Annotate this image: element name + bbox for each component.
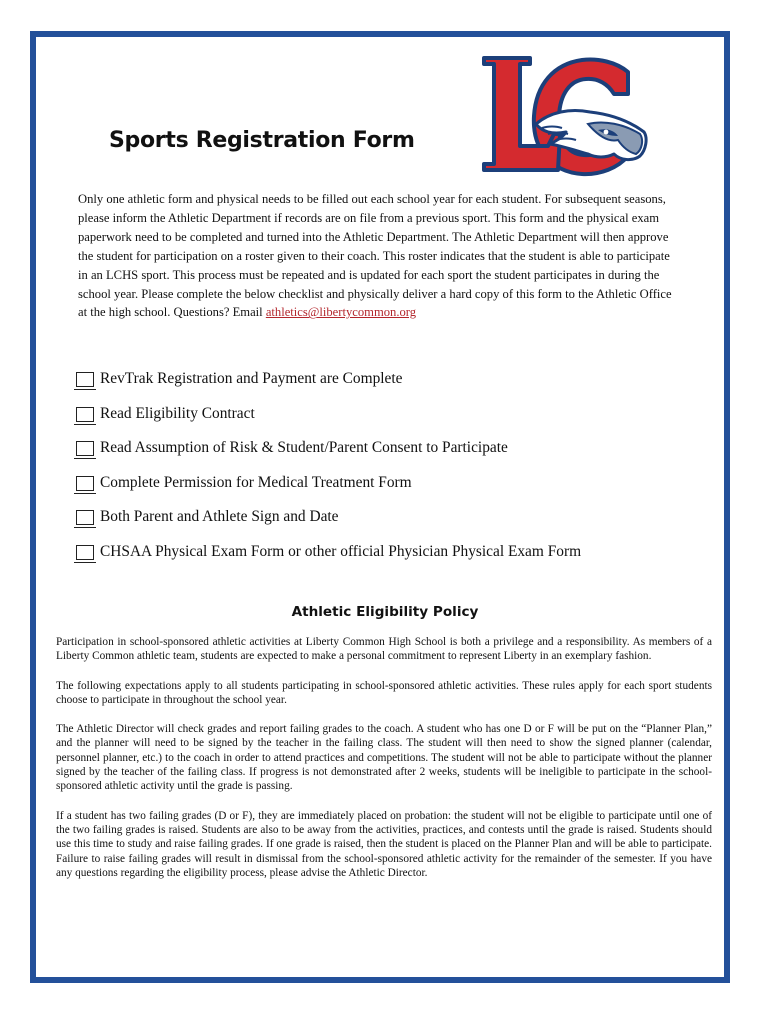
intro-paragraph — [78, 190, 678, 322]
checklist-item-revtrak — [76, 370, 676, 405]
checklist-item-sign-and-date — [76, 508, 676, 543]
checklist-item-label: Complete Permission for Medical Treatment Form — [100, 473, 412, 491]
checklist-item-assumption-of-risk — [76, 439, 676, 474]
checklist-item-label: Read Assumption of Risk & Student/Parent Consent to Participate — [100, 439, 508, 457]
policy-paragraph: If a student has two failing grades (D or F), they are immediately placed on probation: the student will not be eligible to participate until one of the two failing grades is raised. Students are also to be away from the activities, practices, and contests until the grade is raised. Students should use this time to study and raise failing grades. If one grade is raised, then the student is placed on the Planner Plan and will be able to participate. Failure to raise failing grades will result in dismissal from the school-sponsored athletic activity for the remainder of the semester. If you have any questions regarding the eligibility process, please advise the Athletic Director. — [56, 809, 712, 879]
policy-paragraph: The Athletic Director will check grades and report failing grades to the coach. A student who has one D or F will be put on the “Planner Plan,” and the planner will need to be signed by the teacher in the failing class. The student will then need to show the signed planner (calendar, personnel planner, etc.) to the coach in order to attend practices and competitions. The student will not be able to participate without the planner signed by the teacher of the failing class. If progress is not demonstrated after 2 weeks, students will be ineligible to participate in the school-sponsored athletic activity until the grade is passing. — [56, 723, 712, 793]
checklist-item-eligibility-contract — [76, 405, 676, 440]
checkbox[interactable] — [76, 441, 94, 456]
school-logo-lc-eagle — [478, 54, 650, 178]
athletics-email-link[interactable]: athletics@libertycommon.org — [265, 305, 417, 320]
checkbox[interactable] — [76, 407, 94, 422]
checkbox[interactable] — [76, 510, 94, 525]
policy-heading: Athletic Eligibility Policy — [291, 604, 479, 620]
form-title: Sports Registration Form — [109, 128, 415, 153]
checklist-item-label: RevTrak Registration and Payment are Complete — [100, 370, 403, 387]
policy-paragraph: Participation in school-sponsored athletic activities at Liberty Common High School is both a privilege and a responsibility. As members of a Liberty Common athletic team, students are expected to make a personal commitment to represent Liberty in an exemplary fashion. — [56, 636, 712, 663]
checklist-item-label: Read Eligibility Contract — [100, 404, 255, 422]
policy-body — [56, 635, 712, 895]
policy-paragraph: The following expectations apply to all students participating in school-sponsored athletic activities. These rules apply for each sport students choose to participate in throughout the school year. — [56, 679, 712, 706]
checkbox[interactable] — [76, 476, 94, 491]
intro-text: Only one athletic form and physical needs to be filled out each school year for each student. For subsequent seasons, please inform the Athletic Department if records are on file from a previous sport. This form and the physical exam paperwork need to be completed and turned into the Athletic Department. The Athletic Department will then approve the student for participation on a roster given to their coach. This roster indicates that the student is able to participate in an LCHS sport. This process must be repeated and is updated for each sport the student participates in during the school year. Please complete the below checklist and physically deliver a hard copy of this form to the Athletic Office at the high school. Questions? Email — [78, 192, 672, 320]
registration-checklist — [76, 370, 676, 578]
checklist-item-label: CHSAA Physical Exam Form or other official Physician Physical Exam Form — [100, 542, 582, 560]
checkbox[interactable] — [76, 545, 94, 560]
checklist-item-medical-permission — [76, 474, 676, 509]
checklist-item-label: Both Parent and Athlete Sign and Date — [100, 508, 339, 526]
checklist-item-physical-exam — [76, 543, 676, 578]
checkbox[interactable] — [76, 372, 94, 387]
